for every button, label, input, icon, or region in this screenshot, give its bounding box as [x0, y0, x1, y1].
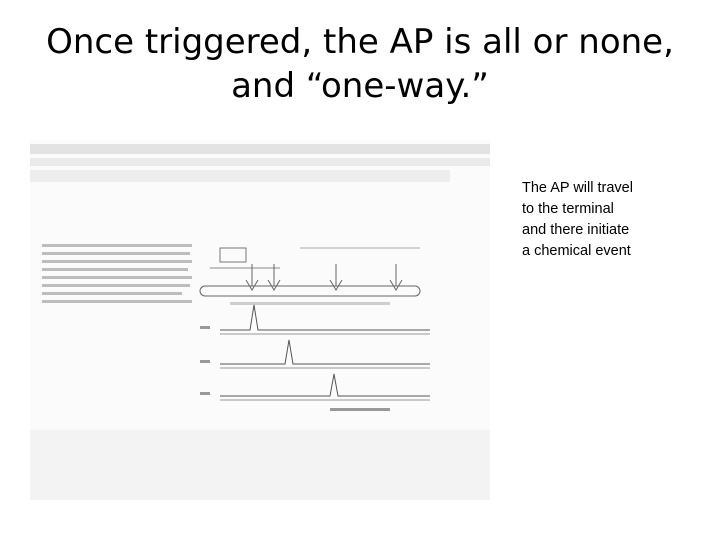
side-note-line-1: The AP will travel: [522, 180, 633, 196]
side-note-line-3: and there initiate: [522, 222, 630, 239]
side-note-line-2: to the terminal: [522, 201, 614, 218]
title-line-2: and “one-way.”: [231, 66, 489, 107]
title-line-1: Once triggered, the AP is all or none,: [46, 22, 674, 62]
side-note: [522, 178, 682, 262]
slide-title: [30, 20, 690, 108]
action-potential-recording-diagram: [30, 140, 490, 500]
side-note-line-4: a chemical event: [522, 243, 631, 260]
scanned-figure: [30, 140, 490, 500]
